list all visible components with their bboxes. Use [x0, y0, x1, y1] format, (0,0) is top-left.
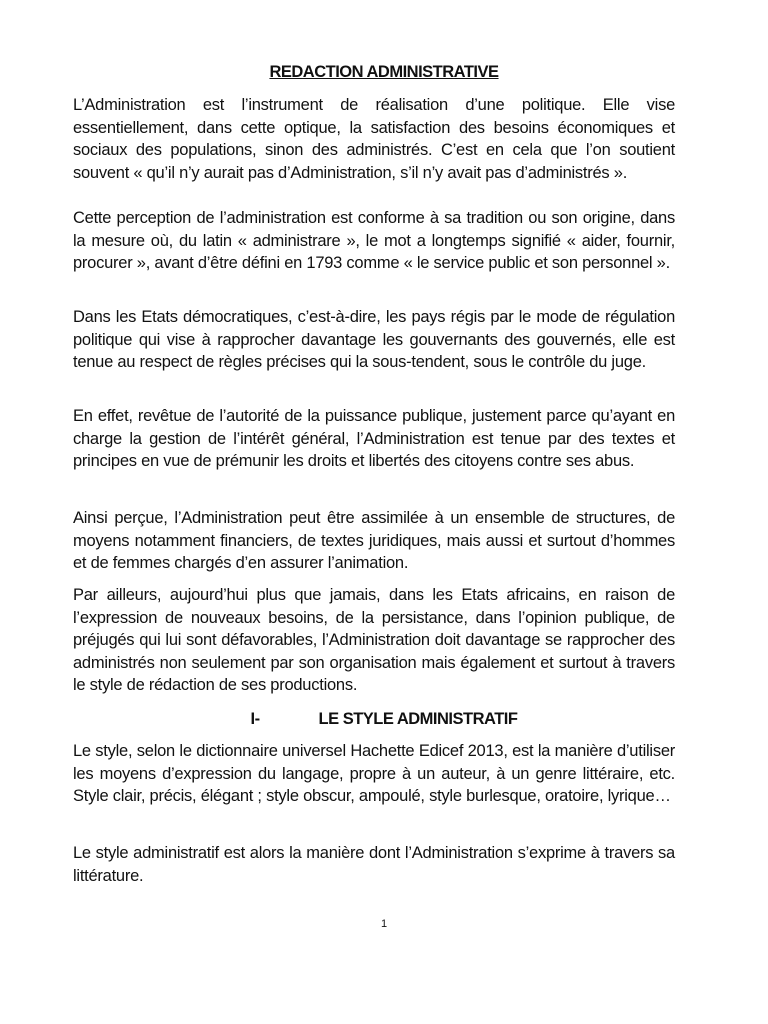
paragraph-public-authority: En effet, revêtue de l’autorité de la puissance publique, justement parce qu’ayant en charge la gestion de l’intérêt général, l’Administration est tenue par des textes et principes en vue de prémunir les droits et libertés des citoyens contre ses abus. — [73, 407, 675, 471]
paragraph-structures: Ainsi perçue, l’Administration peut être assimilée à un ensemble de structures, de moyens notamment financiers, de textes juridiques, mais aussi et surtout d’hommes et de femmes chargés d’en assurer l’animation. — [73, 509, 675, 573]
document-title: REDACTION ADMINISTRATIVE — [269, 63, 499, 81]
page-number: 1 — [380, 918, 388, 930]
paragraph-administrative-style: Le style administratif est alors la manière dont l’Administration s’exprime à travers sa littérature. — [73, 844, 675, 885]
paragraph-origin: Cette perception de l’administration est conforme à sa tradition ou son origine, dans la mesure où, du latin « administrare », le mot a longtemps signifié « aider, fournir, procurer », avant d’être défini en 1793 comme « le service public et son personnel ». — [73, 209, 675, 273]
section-number: I- — [250, 710, 260, 728]
paragraph-african-states: Par ailleurs, aujourd’hui plus que jamais, dans les Etats africains, en raison de l’expression de nouveaux besoins, de la persistance, dans l’opinion publique, de préjugés qui lui sont défavorables, l’Administration doit davantage se rapprocher des administrés non seulement par son organisation mais également et surtout à travers le style de rédaction de ses productions. — [73, 586, 675, 695]
paragraph-style-definition: Le style, selon le dictionnaire universel Hachette Edicef 2013, est la manière d’utiliser les moyens d’expression du langage, propre à un auteur, à un genre littéraire, etc. Style clair, précis, élégant ; style obscur, ampoulé, style burlesque, oratoire, lyrique… — [73, 742, 675, 806]
section-title: LE STYLE ADMINISTRATIF — [318, 710, 518, 728]
paragraph-democratic-states: Dans les Etats démocratiques, c’est-à-dire, les pays régis par le mode de régulation politique qui vise à rapprocher davantage les gouvernants des gouvernés, elle est tenue au respect de règles précises qui la sous-tendent, sous le contrôle du juge. — [73, 308, 675, 372]
paragraph-intro: L’Administration est l’instrument de réalisation d’une politique. Elle vise essentiellement, dans cette optique, la satisfaction des besoins économiques et sociaux des populations, sinon des administrés. C’est en cela que l’on soutient souvent « qu’il n’y aurait pas d’Administration, s’il n’y avait pas d’administrés ». — [73, 96, 675, 182]
section-heading — [0, 708, 768, 730]
